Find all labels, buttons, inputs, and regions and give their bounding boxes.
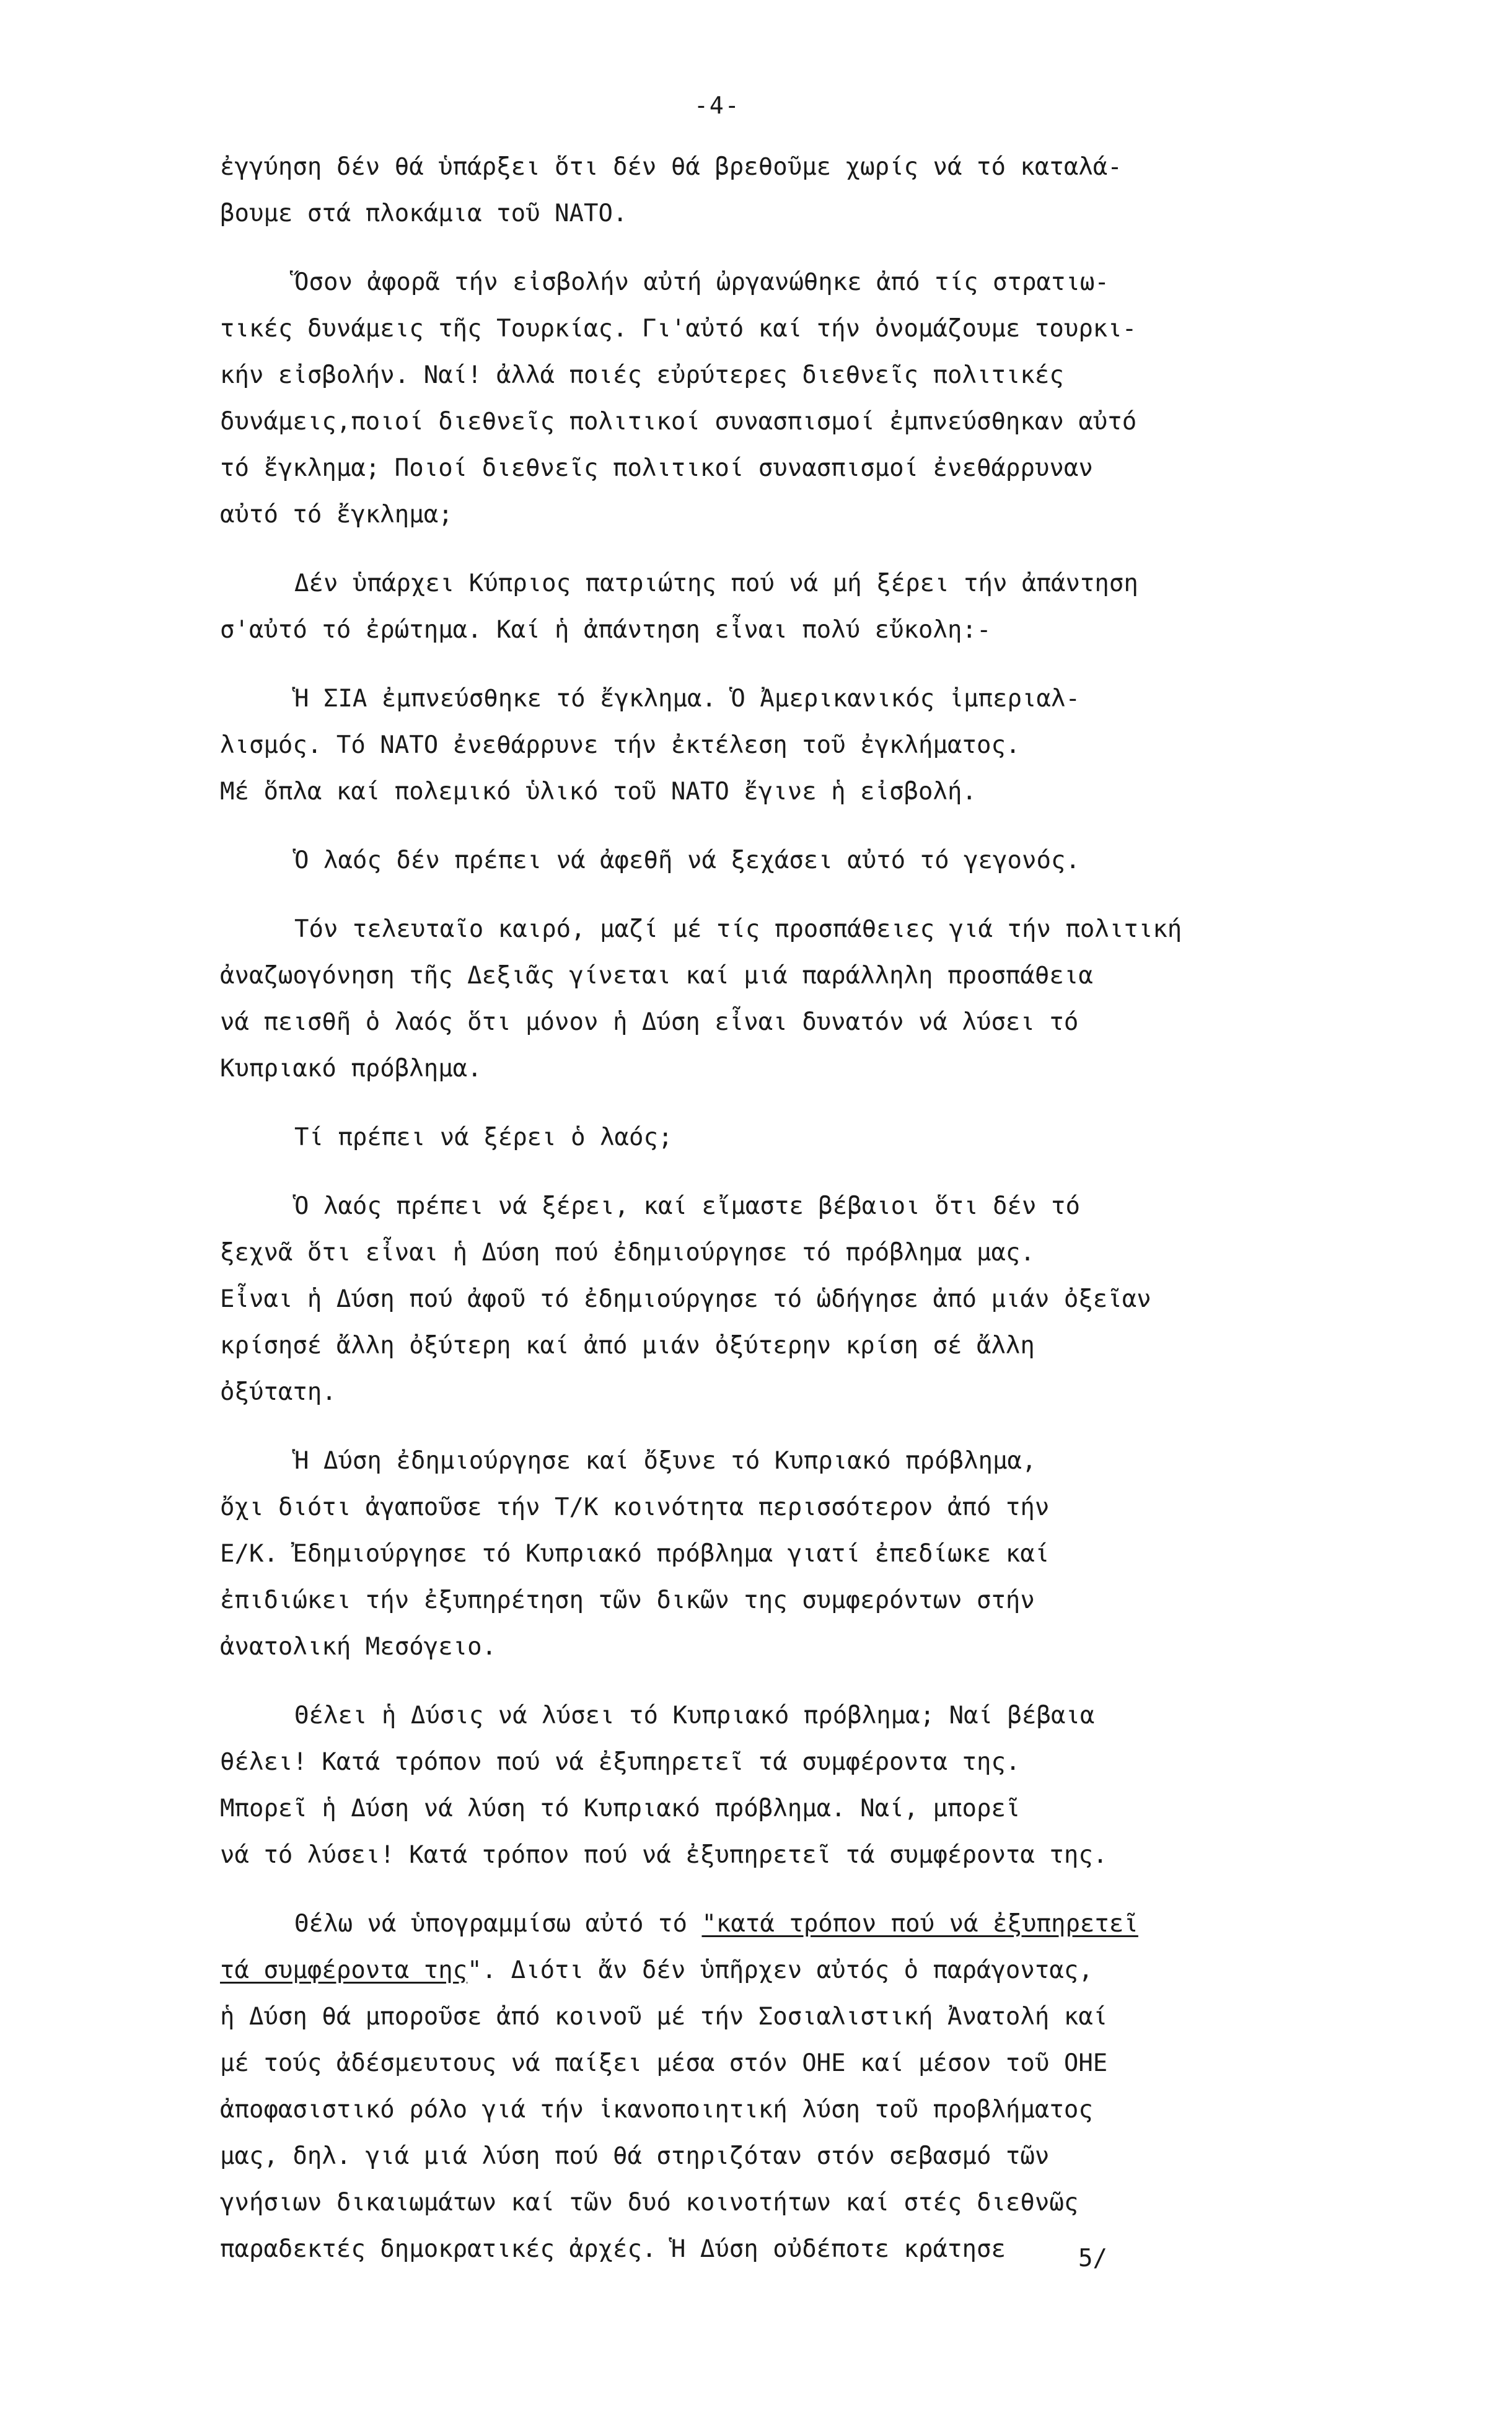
paragraph-10 <box>220 1692 1397 1878</box>
text-line: Ἡ ΣΙΑ ἐμπνεύσθηκε τό ἔγκλημα. Ὁ Ἀμερικανικός ἰμπεριαλ- <box>294 685 1080 713</box>
paragraph-5 <box>220 837 1397 884</box>
paragraph-1 <box>220 144 1397 237</box>
paragraph-2 <box>220 259 1397 538</box>
text-line: κρίσησέ ἄλλη ὀξύτερη καί ἀπό μιάν ὀξύτερην κρίση σέ ἄλλη <box>220 1332 1035 1360</box>
text-line: Κυπριακό πρόβλημα. <box>220 1055 482 1083</box>
text-line: αὐτό τό ἔγκλημα; <box>220 501 453 529</box>
text-span: Θέλω νά ὑπογραμμίσω αὐτό τό <box>294 1910 702 1938</box>
text-line: ἀνατολική Μεσόγειο. <box>220 1633 497 1661</box>
text-span: ". Διότι ἄν δέν ὑπῆρχεν αὐτός ὁ παράγοντας, <box>467 1956 1093 1984</box>
text-line: ἀποφασιστικό ρόλο γιά τήν ἱκανοποιητική λύση τοῦ προβλήματος <box>220 2096 1093 2124</box>
text-line: γνήσιων δικαιωμάτων καί τῶν δυό κοινοτήτων καί στές διεθνῶς <box>220 2189 1079 2217</box>
text-line: Ε/Κ. Ἐδημιούργησε τό Κυπριακό πρόβλημα γιατί ἐπεδίωκε καί <box>220 1540 1050 1568</box>
text-line: ὄχι διότι ἀγαποῦσε τήν Τ/Κ κοινότητα περισσότερον ἀπό τήν <box>220 1493 1050 1521</box>
text-line: ἐγγύηση δέν θά ὑπάρξει ὅτι δέν θά βρεθοῦμε χωρίς νά τό καταλά- <box>220 153 1122 181</box>
text-line: τικές δυνάμεις τῆς Τουρκίας. Γι'αὐτό καί τήν ὀνομάζουμε τουρκι- <box>220 315 1137 343</box>
text-line: Εἶναι ἡ Δύση πού ἀφοῦ τό ἐδημιούργησε τό ὡδήγησε ἀπό μιάν ὀξεῖαν <box>220 1285 1151 1313</box>
paragraph-3 <box>220 560 1397 653</box>
text-line <box>220 1947 1397 1994</box>
text-line <box>220 1901 1397 1947</box>
text-line: βουμε στά πλοκάμια τοῦ ΝΑΤΟ. <box>220 200 628 227</box>
text-line: ἐπιδιώκει τήν ἐξυπηρέτηση τῶν δικῶν της συμφερόντων στήν <box>220 1586 1035 1614</box>
text-line: Δέν ὑπάρχει Κύπριος πατριώτης πού νά μή ξέρει τήν ἀπάντηση <box>294 569 1138 597</box>
text-line: θέλει! Κατά τρόπον πού νά ἐξυπηρετεῖ τά συμφέροντα της. <box>220 1748 1021 1776</box>
paragraph-8 <box>220 1183 1397 1415</box>
text-line: ὀξύτατη. <box>220 1378 336 1406</box>
text-line: ἀναζωογόνηση τῆς Δεξιᾶς γίνεται καί μιά παράλληλη προσπάθεια <box>220 962 1093 990</box>
text-line: Μπορεῖ ἡ Δύση νά λύση τό Κυπριακό πρόβλημα. Ναί, μπορεῖ <box>220 1795 1021 1822</box>
text-line: νά πεισθῆ ὁ λαός ὅτι μόνον ἡ Δύση εἶναι δυνατόν νά λύσει τό <box>220 1008 1079 1036</box>
paragraph-7 <box>220 1114 1397 1161</box>
text-line: Ὅσον ἀφορᾶ τήν εἰσβολήν αὐτή ὠργανώθηκε ἀπό τίς στρατιω- <box>294 268 1109 296</box>
text-line: Ὁ λαός δέν πρέπει νά ἀφεθῆ νά ξεχάσει αὐτό τό γεγονός. <box>294 846 1080 874</box>
text-line: Ἡ Δύση ἐδημιούργησε καί ὄξυνε τό Κυπριακό πρόβλημα, <box>294 1447 1037 1475</box>
text-line: μέ τούς ἀδέσμευτους νά παίξει μέσα στόν ΟΗΕ καί μέσον τοῦ ΟΗΕ <box>220 2049 1108 2077</box>
text-line: τό ἔγκλημα; Ποιοί διεθνεῖς πολιτικοί συνασπισμοί ἐνεθάρρυναν <box>220 454 1093 482</box>
continuation-marker: 5/ <box>1078 2244 1107 2272</box>
document-body <box>220 144 1397 2272</box>
text-line: Ὁ λαός πρέπει νά ξέρει, καί εἴμαστε βέβαιοι ὅτι δέν τό <box>294 1192 1080 1220</box>
text-line: σ'αὐτό τό ἐρώτημα. Καί ἡ ἀπάντηση εἶναι πολύ εὔκολη:- <box>220 616 991 644</box>
text-line: νά τό λύσει! Κατά τρόπον πού νά ἐξυπηρετεῖ τά συμφέροντα της. <box>220 1841 1108 1869</box>
text-line: Θέλει ἡ Δύσις νά λύσει τό Κυπριακό πρόβλημα; Ναί βέβαια <box>294 1702 1095 1730</box>
text-line: μας, δηλ. γιά μιά λύση πού θά στηριζόταν στόν σεβασμό τῶν <box>220 2142 1050 2170</box>
text-line: ξεχνᾶ ὅτι εἶναι ἡ Δύση πού ἐδημιούργησε τό πρόβλημα μας. <box>220 1239 1035 1267</box>
paragraph-6 <box>220 906 1397 1092</box>
text-line: παραδεκτές δημοκρατικές ἀρχές. Ἡ Δύση οὐδέποτε κράτησε <box>220 2235 1006 2263</box>
underlined-phrase: τά συμφέροντα της <box>220 1956 468 1984</box>
text-line: Τί πρέπει νά ξέρει ὁ λαός; <box>294 1123 673 1151</box>
text-line: ἡ Δύση θά μποροῦσε ἀπό κοινοῦ μέ τήν Σοσιαλιστική Ἀνατολή καί <box>220 2003 1108 2031</box>
paragraph-9 <box>220 1438 1397 1670</box>
paragraph-11 <box>220 1901 1397 2272</box>
text-line: Τόν τελευταῖο καιρό, μαζί μέ τίς προσπάθειες γιά τήν πολιτική <box>294 915 1182 943</box>
page-number: -4- <box>694 92 741 119</box>
text-line: δυνάμεις,ποιοί διεθνεῖς πολιτικοί συνασπισμοί ἐμπνεύσθηκαν αὐτό <box>220 408 1137 436</box>
paragraph-4 <box>220 675 1397 815</box>
text-line: λισμός. Τό ΝΑΤΟ ἐνεθάρρυνε τήν ἐκτέλεση τοῦ ἐγκλήματος. <box>220 731 1021 759</box>
text-line: Μέ ὅπλα καί πολεμικό ὑλικό τοῦ ΝΑΤΟ ἔγινε ἡ εἰσβολή. <box>220 778 977 806</box>
underlined-phrase: "κατά τρόπον πού νά ἐξυπηρετεῖ <box>701 1910 1138 1938</box>
text-line: κήν εἰσβολήν. Ναί! ἀλλά ποιές εὐρύτερες διεθνεῖς πολιτικές <box>220 361 1064 389</box>
